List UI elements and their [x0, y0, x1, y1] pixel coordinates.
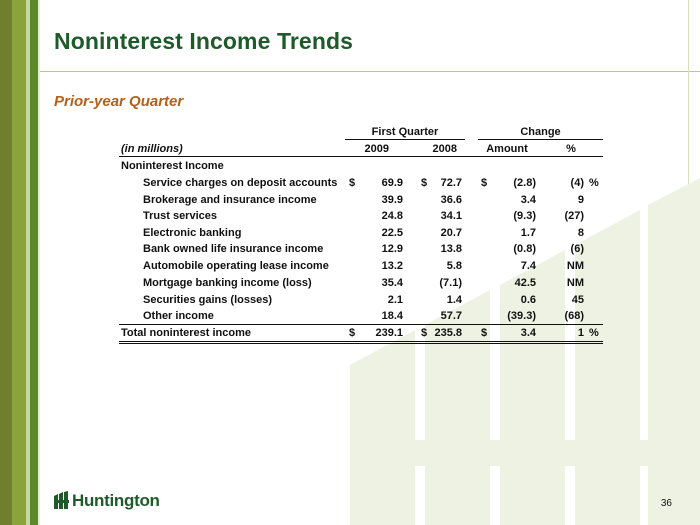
huntington-logo-icon [54, 491, 70, 509]
change-amount: 7.4 [520, 260, 536, 272]
dollar-sign: $ [421, 177, 428, 189]
change-amount: (0.8) [513, 243, 536, 255]
change-amount: 3.4 [520, 194, 536, 206]
dollar-sign: $ [349, 327, 356, 339]
change-amount: 42.5 [514, 277, 536, 289]
group-rule-first-quarter [345, 139, 465, 140]
value-2009: 18.4 [381, 310, 403, 322]
group-rule-change [478, 139, 603, 140]
row-label: Mortgage banking income (loss) [143, 277, 312, 289]
row-label: Securities gains (losses) [143, 294, 272, 306]
total-double-rule-top [119, 341, 603, 342]
col-header-pct: % [566, 143, 576, 155]
value-2008: 1.4 [446, 294, 462, 306]
dollar-sign: $ [481, 177, 488, 189]
value-2008: 5.8 [446, 260, 462, 272]
value-2009: 69.9 [381, 177, 403, 189]
header-rule [119, 156, 603, 157]
change-amount: (9.3) [513, 210, 536, 222]
change-pct: (4) [570, 177, 584, 189]
group-header-change: Change [520, 126, 561, 138]
change-amount: (39.3) [507, 310, 536, 322]
row-label: Electronic banking [143, 227, 242, 239]
total-change-amount: 3.4 [520, 327, 536, 339]
page-number: 36 [660, 498, 672, 509]
col-header-amount: Amount [486, 143, 528, 155]
row-label: Trust services [143, 210, 217, 222]
col-header-2009: 2009 [364, 143, 389, 155]
change-amount: (2.8) [513, 177, 536, 189]
total-label: Total noninterest income [121, 327, 251, 339]
slide-title: Noninterest Income Trends [54, 28, 354, 54]
value-2008: 36.6 [440, 194, 462, 206]
total-top-rule [119, 324, 603, 325]
value-2009: 39.9 [381, 194, 403, 206]
change-pct: NM [566, 260, 584, 272]
change-pct: (27) [564, 210, 584, 222]
col-header-units: (in millions) [121, 143, 183, 155]
pct-symbol: % [589, 177, 599, 189]
value-2009: 12.9 [381, 243, 403, 255]
value-2009: 24.8 [381, 210, 403, 222]
change-amount: 0.6 [520, 294, 536, 306]
change-amount: 1.7 [520, 227, 536, 239]
total-value-2008: 235.8 [434, 327, 462, 339]
change-pct: (68) [564, 310, 584, 322]
total-change-pct: 1 [577, 327, 584, 339]
value-2009: 35.4 [381, 277, 403, 289]
value-2009: 13.2 [381, 260, 403, 272]
change-pct: (6) [570, 243, 584, 255]
total-double-rule-bottom [119, 343, 603, 344]
row-label: Automobile operating lease income [143, 260, 329, 272]
col-header-2008: 2008 [432, 143, 457, 155]
value-2008: 13.8 [440, 243, 462, 255]
row-label: Other income [143, 310, 214, 322]
value-2008: (7.1) [439, 277, 462, 289]
value-2009: 22.5 [381, 227, 403, 239]
total-value-2009: 239.1 [375, 327, 403, 339]
row-label: Brokerage and insurance income [143, 194, 317, 206]
dollar-sign: $ [349, 177, 356, 189]
dollar-sign: $ [421, 327, 428, 339]
section-label: Noninterest Income [121, 160, 224, 172]
row-label: Bank owned life insurance income [143, 243, 324, 255]
value-2008: 20.7 [440, 227, 462, 239]
pct-symbol: % [589, 327, 599, 339]
value-2008: 72.7 [440, 177, 462, 189]
row-label: Service charges on deposit accounts [143, 177, 338, 189]
logo-wordmark: Huntington [72, 491, 160, 510]
change-pct: 45 [571, 294, 584, 306]
group-header-first-quarter: First Quarter [371, 126, 439, 138]
change-pct: NM [566, 277, 584, 289]
change-pct: 9 [577, 194, 584, 206]
dollar-sign: $ [481, 327, 488, 339]
change-pct: 8 [577, 227, 584, 239]
value-2008: 57.7 [440, 310, 462, 322]
slide-subtitle: Prior-year Quarter [54, 93, 184, 110]
value-2009: 2.1 [387, 294, 403, 306]
value-2008: 34.1 [440, 210, 462, 222]
